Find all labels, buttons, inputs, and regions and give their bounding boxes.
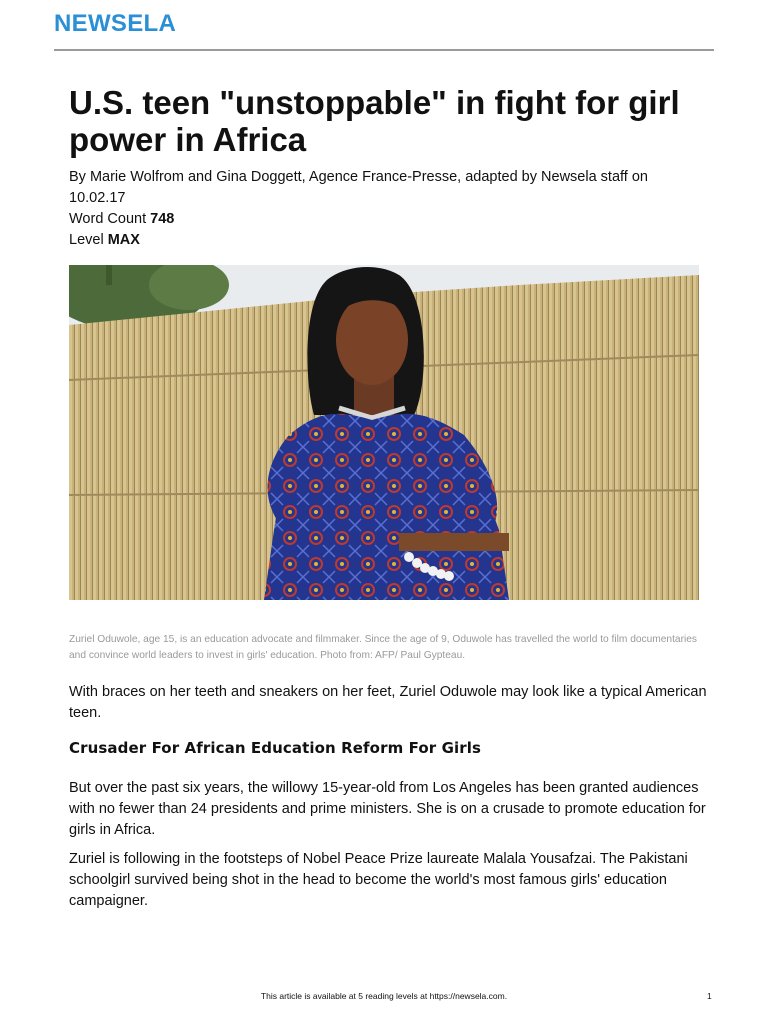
footer-note[interactable]: This article is available at 5 reading levels at https://newsela.com. xyxy=(260,991,508,1001)
article-title: U.S. teen "unstoppable" in fight for girl power in Africa xyxy=(69,84,680,158)
level-label: Level xyxy=(69,232,104,248)
paragraph-3: Zuriel is following in the footsteps of Nobel Peace Prize laureate Malala Yousafzai. The Pakistani schoolgirl survived being shot in the head to become the world's most famous girls' education campaigner. xyxy=(69,851,688,909)
section-heading: Crusader For African Education Reform For Girls xyxy=(69,739,481,757)
article-photo xyxy=(69,265,699,600)
word-count-label: Word Count xyxy=(69,211,147,227)
word-count-value: 748 xyxy=(150,211,175,227)
level-value: MAX xyxy=(107,232,140,248)
newsela-logo[interactable]: NEWSELA xyxy=(54,10,177,37)
reading-level xyxy=(69,230,699,251)
paragraph-1: With braces on her teeth and sneakers on her feet, Zuriel Oduwole may look like a typical American teen. xyxy=(69,684,707,721)
page-number: 1 xyxy=(707,991,712,1001)
photo-caption: Zuriel Oduwole, age 15, is an education advocate and filmmaker. Since the age of 9, Oduwole has travelled the world to film documentaries and convince world leaders to invest in girls' education. Photo from: AFP/ Paul Gypteau. xyxy=(69,634,698,661)
article-meta xyxy=(69,167,699,251)
byline: By Marie Wolfrom and Gina Doggett, Agence France-Presse, adapted by Newsela staff on 10.02.17 xyxy=(69,169,648,206)
word-count xyxy=(69,209,699,230)
header-divider xyxy=(54,49,714,51)
paragraph-2: But over the past six years, the willowy 15-year-old from Los Angeles has been granted audiences with no fewer than 24 presidents and prime ministers. She is on a crusade to promote education for girls in Africa. xyxy=(69,780,706,838)
